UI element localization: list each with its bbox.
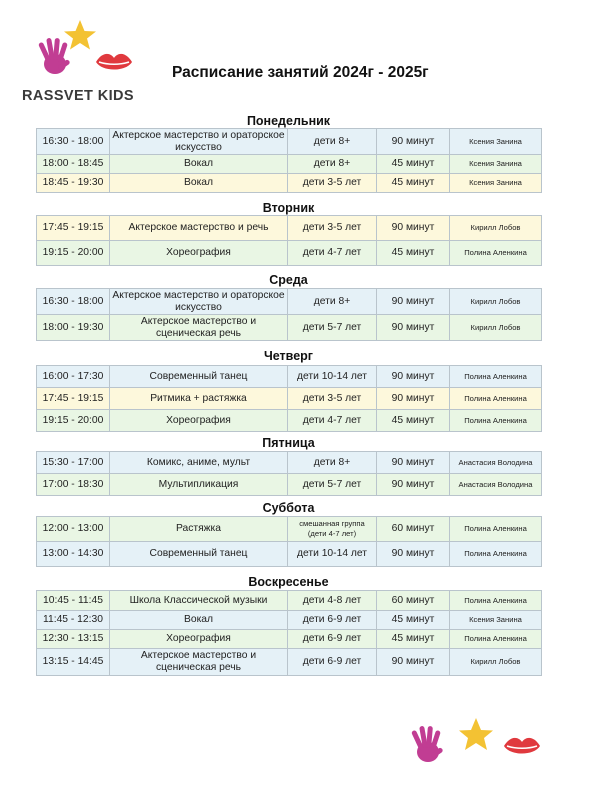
cell-duration: 60 минут [377, 517, 450, 542]
cell-age: дети 10-14 лет [288, 366, 377, 388]
cell-duration: 90 минут [377, 315, 450, 341]
cell-coach: Ксения Занина [450, 174, 542, 193]
cell-coach: Полина Аленкина [450, 366, 542, 388]
day-title: Понедельник [246, 114, 331, 128]
cell-duration: 90 минут [377, 452, 450, 474]
cell-class: Мультипликация [110, 474, 288, 496]
table-row [37, 611, 542, 630]
cell-age: дети 6-9 лет [288, 649, 377, 676]
cell-duration: 90 минут [377, 366, 450, 388]
day-title: Вторник [262, 201, 315, 215]
cell-age: дети 8+ [288, 129, 377, 155]
cell-time: 18:45 - 19:30 [37, 174, 110, 193]
table-row [37, 517, 542, 542]
day-title: Суббота [262, 501, 315, 515]
cell-duration: 60 минут [377, 591, 450, 611]
cell-class: Актерское мастерство и сценическая речь [110, 649, 288, 676]
lips-icon [96, 54, 132, 70]
cell-coach: Полина Аленкина [450, 542, 542, 567]
cell-age: смешанная группа (дети 4-7 лет) [288, 517, 377, 542]
cell-duration: 45 минут [377, 611, 450, 630]
cell-coach: Полина Аленкина [450, 591, 542, 611]
cell-coach: Полина Аленкина [450, 630, 542, 649]
cell-time: 17:00 - 18:30 [37, 474, 110, 496]
cell-time: 10:45 - 11:45 [37, 591, 110, 611]
day-schedule-table [36, 288, 542, 341]
cell-time: 16:30 - 18:00 [37, 129, 110, 155]
cell-class: Комикс, аниме, мульт [110, 452, 288, 474]
cell-class: Хореография [110, 241, 288, 266]
star-icon [459, 718, 493, 750]
cell-coach: Полина Аленкина [450, 517, 542, 542]
cell-time: 12:00 - 13:00 [37, 517, 110, 542]
table-row [37, 241, 542, 266]
cell-duration: 45 минут [377, 630, 450, 649]
cell-age: дети 8+ [288, 155, 377, 174]
cell-duration: 90 минут [377, 542, 450, 567]
day-schedule-table [36, 215, 542, 266]
cell-coach: Ксения Занина [450, 611, 542, 630]
cell-class: Актерское мастерство и сценическая речь [110, 315, 288, 341]
hand-icon [38, 38, 71, 74]
hand-icon [411, 726, 444, 762]
day-schedule-table [36, 451, 542, 496]
table-row [37, 388, 542, 410]
table-row [37, 452, 542, 474]
cell-time: 18:00 - 18:45 [37, 155, 110, 174]
cell-age: дети 10-14 лет [288, 542, 377, 567]
cell-class: Актерское мастерство и ораторское искусство [110, 129, 288, 155]
cell-coach: Анастасия Володина [450, 474, 542, 496]
table-row [37, 315, 542, 341]
table-row [37, 289, 542, 315]
table-row [37, 630, 542, 649]
cell-coach: Ксения Занина [450, 129, 542, 155]
cell-age: дети 6-9 лет [288, 611, 377, 630]
brand-logo [22, 14, 142, 104]
cell-age: дети 8+ [288, 452, 377, 474]
cell-class: Растяжка [110, 517, 288, 542]
cell-coach: Полина Аленкина [450, 241, 542, 266]
brand-name: RASSVET KIDS [22, 88, 134, 104]
table-row [37, 649, 542, 676]
cell-age: дети 4-7 лет [288, 410, 377, 432]
cell-time: 12:30 - 13:15 [37, 630, 110, 649]
cell-age: дети 3-5 лет [288, 388, 377, 410]
page-title: Расписание занятий 2024г - 2025г [172, 64, 429, 81]
cell-age: дети 3-5 лет [288, 216, 377, 241]
cell-time: 11:45 - 12:30 [37, 611, 110, 630]
cell-class: Ритмика + растяжка [110, 388, 288, 410]
cell-time: 18:00 - 19:30 [37, 315, 110, 341]
table-row [37, 366, 542, 388]
cell-coach: Кирилл Лобов [450, 216, 542, 241]
cell-coach: Ксения Занина [450, 155, 542, 174]
table-row [37, 174, 542, 193]
cell-duration: 90 минут [377, 216, 450, 241]
day-title: Среда [269, 273, 308, 287]
cell-coach: Кирилл Лобов [450, 315, 542, 341]
cell-class: Современный танец [110, 366, 288, 388]
cell-age: дети 4-8 лет [288, 591, 377, 611]
cell-coach: Кирилл Лобов [450, 289, 542, 315]
cell-class: Современный танец [110, 542, 288, 567]
cell-duration: 90 минут [377, 289, 450, 315]
cell-duration: 90 минут [377, 649, 450, 676]
logo-graphic [30, 14, 140, 86]
cell-time: 13:00 - 14:30 [37, 542, 110, 567]
table-row [37, 474, 542, 496]
cell-duration: 45 минут [377, 410, 450, 432]
table-row [37, 542, 542, 567]
cell-class: Хореография [110, 630, 288, 649]
table-row [37, 410, 542, 432]
table-row [37, 129, 542, 155]
table-row [37, 591, 542, 611]
cell-coach: Полина Аленкина [450, 410, 542, 432]
cell-time: 17:45 - 19:15 [37, 216, 110, 241]
day-schedule-table [36, 516, 542, 567]
day-title: Воскресенье [248, 575, 329, 589]
lips-icon [504, 738, 540, 754]
cell-time: 19:15 - 20:00 [37, 241, 110, 266]
cell-class: Вокал [110, 155, 288, 174]
cell-age: дети 4-7 лет [288, 241, 377, 266]
day-schedule-table [36, 365, 542, 432]
day-schedule-table [36, 590, 542, 676]
cell-time: 15:30 - 17:00 [37, 452, 110, 474]
cell-class: Актерское мастерство и ораторское искусство [110, 289, 288, 315]
cell-duration: 45 минут [377, 241, 450, 266]
cell-class: Актерское мастерство и речь [110, 216, 288, 241]
cell-age: дети 3-5 лет [288, 174, 377, 193]
cell-coach: Полина Аленкина [450, 388, 542, 410]
cell-age: дети 6-9 лет [288, 630, 377, 649]
cell-duration: 45 минут [377, 155, 450, 174]
cell-age: дети 5-7 лет [288, 315, 377, 341]
cell-class: Хореография [110, 410, 288, 432]
cell-time: 16:30 - 18:00 [37, 289, 110, 315]
cell-time: 19:15 - 20:00 [37, 410, 110, 432]
table-row [37, 216, 542, 241]
table-row [37, 155, 542, 174]
cell-class: Вокал [110, 174, 288, 193]
cell-age: дети 5-7 лет [288, 474, 377, 496]
cell-duration: 45 минут [377, 174, 450, 193]
day-schedule-table [36, 128, 542, 193]
cell-duration: 90 минут [377, 388, 450, 410]
footer-decoration [408, 712, 548, 772]
cell-age: дети 8+ [288, 289, 377, 315]
cell-time: 17:45 - 19:15 [37, 388, 110, 410]
cell-time: 16:00 - 17:30 [37, 366, 110, 388]
cell-class: Школа Классической музыки [110, 591, 288, 611]
cell-class: Вокал [110, 611, 288, 630]
cell-time: 13:15 - 14:45 [37, 649, 110, 676]
day-title: Пятница [262, 436, 315, 450]
day-title: Четверг [263, 349, 313, 363]
star-icon [64, 20, 96, 50]
cell-coach: Анастасия Володина [450, 452, 542, 474]
cell-duration: 90 минут [377, 129, 450, 155]
cell-coach: Кирилл Лобов [450, 649, 542, 676]
cell-duration: 90 минут [377, 474, 450, 496]
